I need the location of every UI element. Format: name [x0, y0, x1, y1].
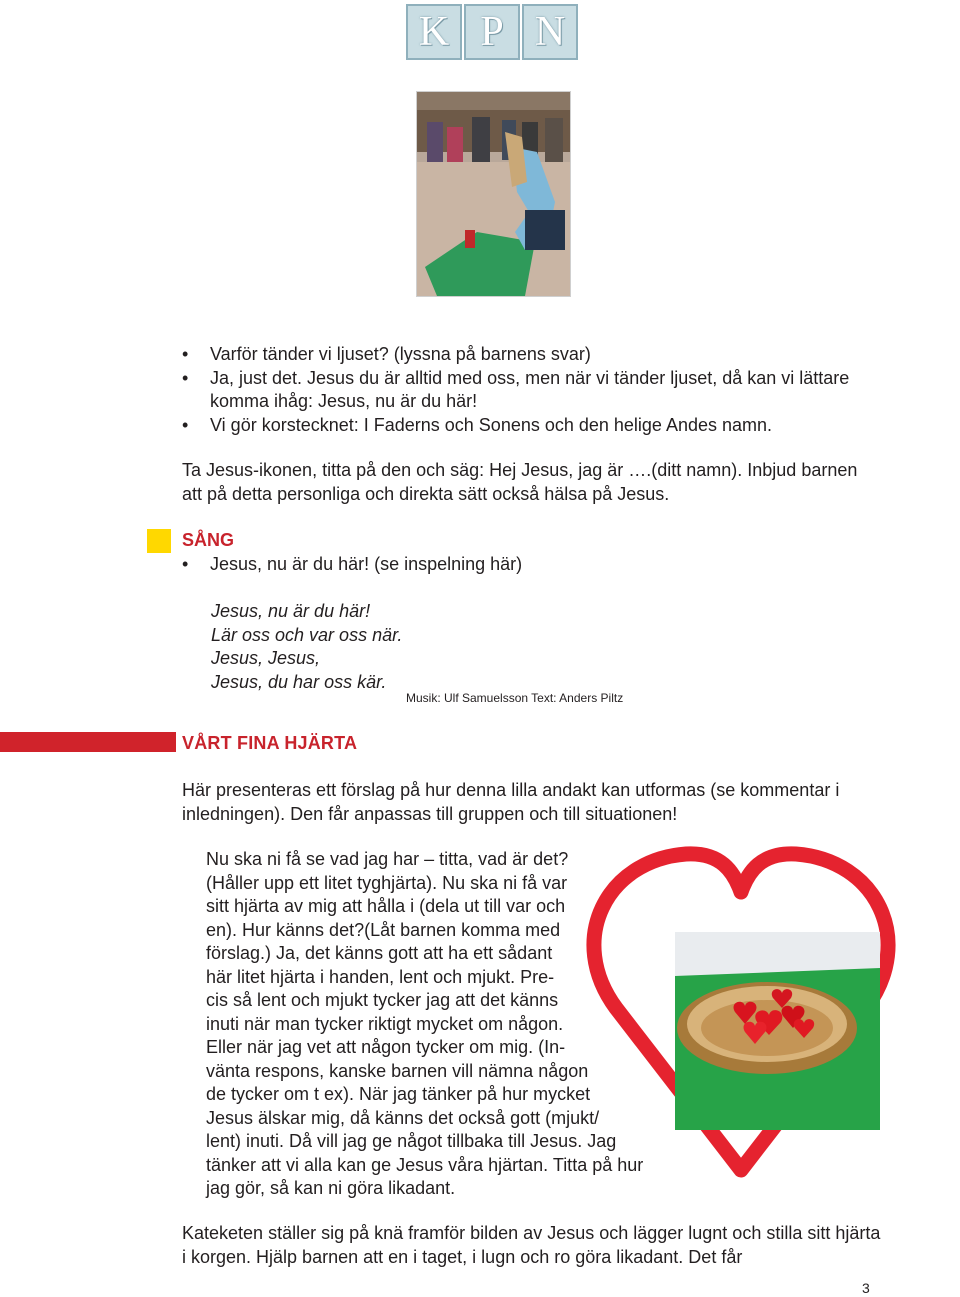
text-line: sitt hjärta av mig att hålla i (dela ut till var och	[206, 896, 566, 916]
intro-bullet-list	[182, 343, 882, 437]
heart-activity-text	[206, 848, 706, 1201]
bowl-of-hearts-photo	[675, 932, 880, 1130]
song-lyrics	[211, 600, 402, 694]
text-line: förslag.) Ja, det känns gott att ha ett sådant	[206, 943, 553, 963]
song-bullet-list	[182, 553, 882, 577]
page-number: 3	[862, 1280, 870, 1296]
lyric-line: Jesus, nu är du här!	[211, 601, 371, 621]
list-item: • Ja, just det. Jesus du är alltid med oss, men när vi tänder ljuset, då kan vi lättare komma ihåg: Jesus, nu är du här!	[182, 367, 882, 414]
kpn-logo	[406, 4, 578, 60]
text-line: en). Hur känns det?(Låt barnen komma med	[206, 919, 561, 940]
text-line: jag gör, så kan ni göra likadant.	[206, 1178, 456, 1198]
text-line: Nu ska ni få se vad jag har – titta, vad är det?	[206, 849, 569, 869]
logo-letter-n: N	[522, 4, 578, 60]
song-heading: SÅNG	[182, 530, 235, 550]
text-line: tänker att vi alla kan ge Jesus våra hjärtan. Titta på hur	[206, 1154, 644, 1175]
text-line: Jesus älskar mig, då känns det också gott (mjukt/	[206, 1107, 600, 1128]
text-line: cis så lent och mjukt tycker jag att det känns	[206, 990, 559, 1010]
list-item: • Vi gör korstecknet: I Faderns och Sonens och den helige Andes namn.	[182, 414, 882, 438]
lyric-line: Lär oss och var oss när.	[211, 624, 403, 645]
section-intro: Här presenteras ett förslag på hur denna lilla andakt kan utformas (se kommentar i inledningen). Den får anpassas till gruppen och till situationen!	[182, 780, 840, 824]
candle-lighting-photo	[416, 91, 571, 297]
text-line: de tycker om t ex). När jag tänker på hur mycket	[206, 1084, 591, 1104]
list-item: • Varför tänder vi ljuset? (lyssna på barnens svar)	[182, 343, 882, 367]
intro-paragraph: Ta Jesus-ikonen, titta på den och säg: Hej Jesus, jag är ….(ditt namn). Inbjud barnen att på detta personliga och direkta sätt också hälsa på Jesus.	[182, 460, 858, 504]
lyric-line: Jesus, Jesus,	[211, 648, 321, 668]
logo-letter-p: P	[464, 4, 520, 60]
closing-paragraph: Kateketen ställer sig på knä framför bilden av Jesus och lägger lugnt och stilla sitt hjärta i korgen. Hjälp barnen att en i taget, i lugn och ro göra likadant. Det får	[182, 1223, 881, 1267]
song-credit: Musik: Ulf Samuelsson Text: Anders Piltz	[406, 691, 624, 705]
logo-letter-k: K	[406, 4, 462, 60]
text-line: vänta respons, kanske barnen vill nämna någon	[206, 1060, 589, 1081]
text-line: inuti när man tycker riktigt mycket om någon.	[206, 1013, 564, 1034]
section-title: VÅRT FINA HJÄRTA	[182, 733, 358, 753]
text-line: (Håller upp ett litet tyghjärta). Nu ska ni få var	[206, 872, 568, 893]
lyric-line: Jesus, du har oss kär.	[211, 671, 387, 692]
text-line: här litet hjärta i handen, lent och mjukt. Pre-	[206, 966, 555, 987]
text-line: lent) inuti. Då vill jag ge något tillbaka till Jesus. Jag	[206, 1131, 617, 1151]
section-accent-bar	[0, 732, 176, 752]
section-marker	[147, 529, 171, 553]
song-recording-link[interactable]: • Jesus, nu är du här! (se inspelning här)	[182, 553, 882, 577]
text-line: Eller när jag vet att någon tycker om mig. (In-	[206, 1037, 566, 1057]
